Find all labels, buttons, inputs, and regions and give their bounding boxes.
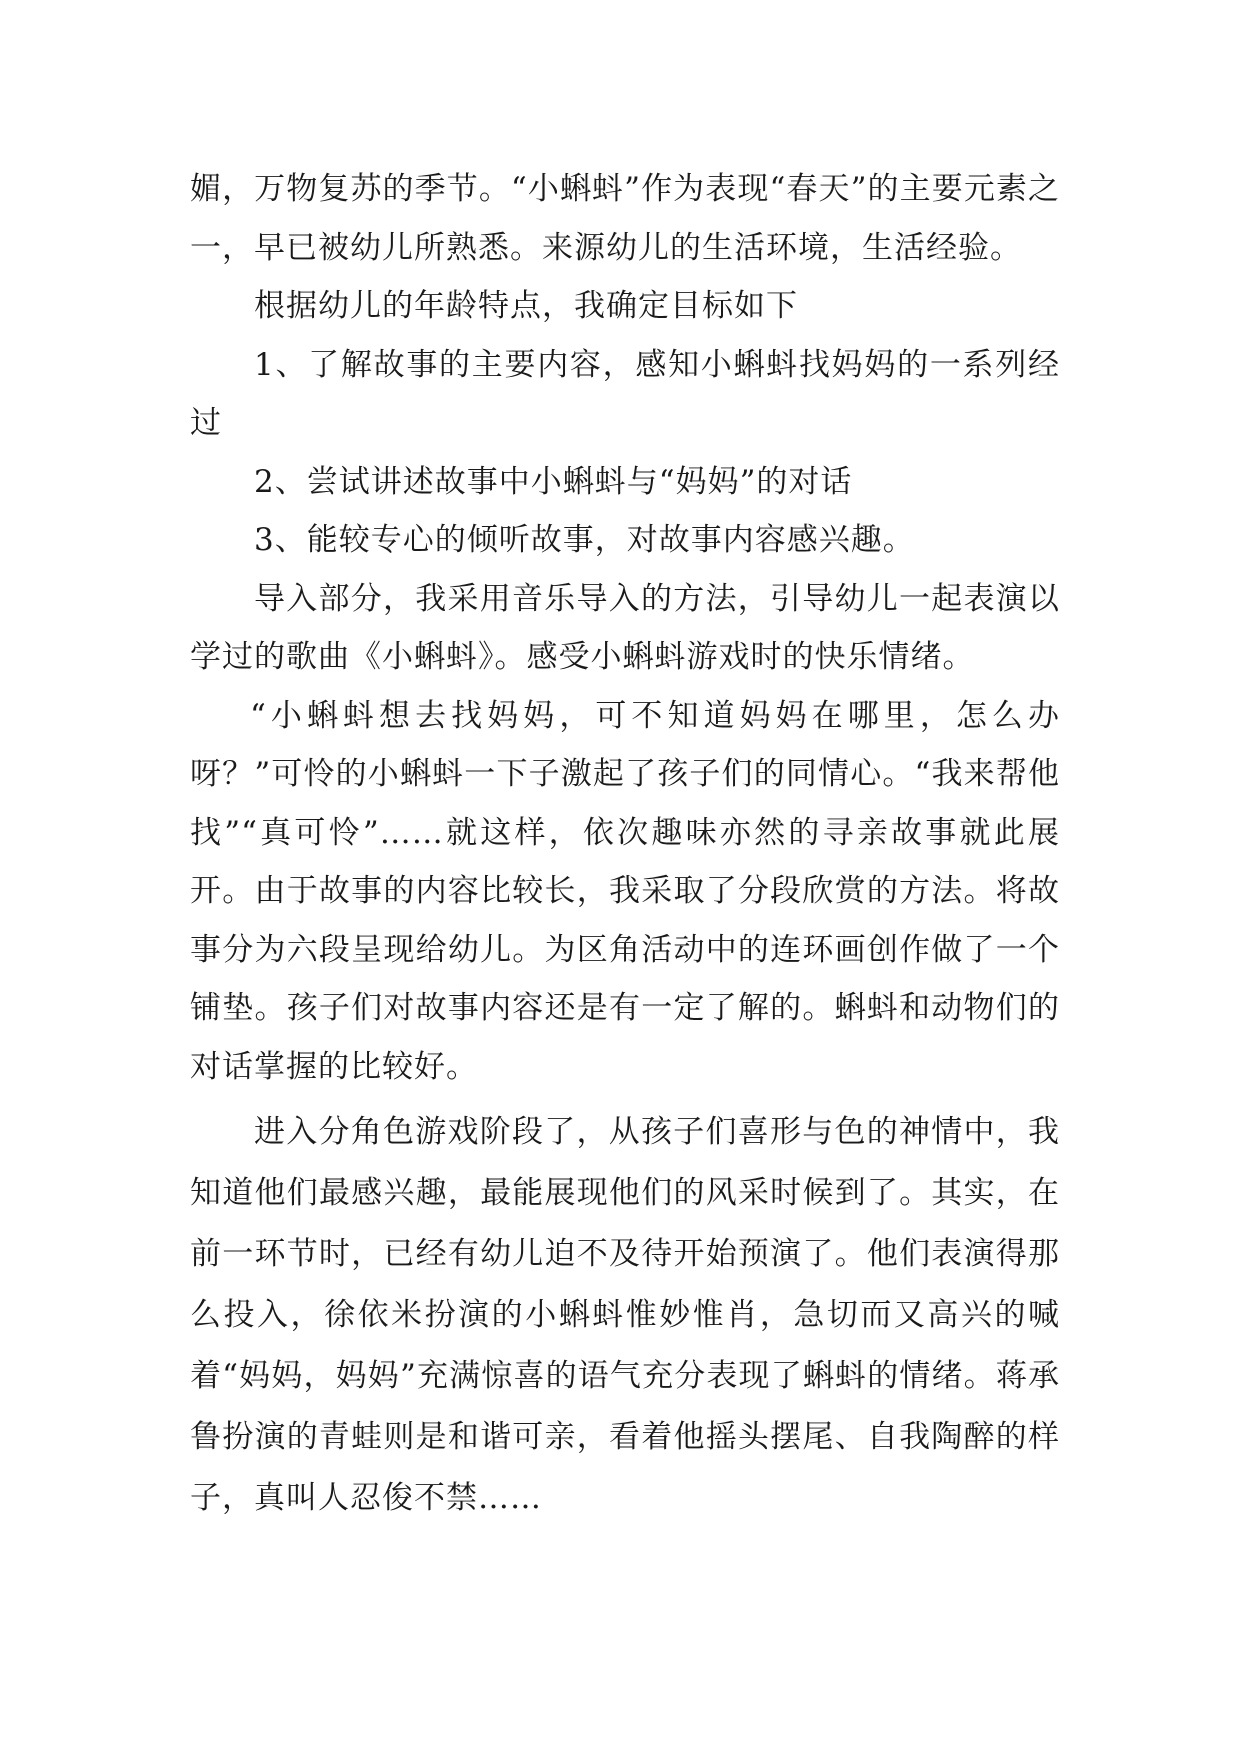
paragraph-introduction-part: 导入部分，我采用音乐导入的方法，引导幼儿一起表演以学过的歌曲《小蝌蚪》。感受小蝌蚪游戏时的快乐情绪。: [190, 580, 1060, 675]
paragraph-goal-3: 3、能较专心的倾听故事，对故事内容感兴趣。: [254, 522, 915, 558]
paragraph-intro-continued: 媚，万物复苏的季节。“小蝌蚪”作为表现“春天”的主要元素之一，早已被幼儿所熟悉。来源幼儿的生活环境，生活经验。: [190, 171, 1060, 266]
body-text: [190, 160, 1060, 1529]
paragraph-goal-2: 2、尝试讲述故事中小蝌蚪与“妈妈”的对话: [254, 463, 853, 500]
paragraph-story-part: “小蝌蚪想去找妈妈，可不知道妈妈在哪里，怎么办呀？”可怜的小蝌蚪一下子激起了孩子们的同情心。“我来帮他找”“真可怜”……就这样，依次趣味亦然的寻亲故事就此展开。由于故事的内容比较长，我采取了分段欣赏的方法。将故事分为六段呈现给幼儿。为区角活动中的连环画创作做了一个铺垫。孩子们对故事内容还是有一定了解的。蝌蚪和动物们的对话掌握的比较好。: [190, 697, 1060, 1085]
paragraph-goal-1: 1、了解故事的主要内容，感知小蝌蚪找妈妈的一系列经过: [190, 346, 1060, 441]
paragraph-goals-intro: 根据幼儿的年龄特点，我确定目标如下: [254, 288, 798, 324]
paragraph-role-play: 进入分角色游戏阶段了，从孩子们喜形与色的神情中，我知道他们最感兴趣，最能展现他们的风采时候到了。其实，在前一环节时，已经有幼儿迫不及待开始预演了。他们表演得那么投入，徐依米扮演的小蝌蚪惟妙惟肖，急切而又高兴的喊着“妈妈，妈妈”充满惊喜的语气充分表现了蝌蚪的情绪。蒋承鲁扮演的青蛙则是和谐可亲，看着他摇头摆尾、自我陶醉的样子，真叫人忍俊不禁……: [190, 1114, 1060, 1516]
